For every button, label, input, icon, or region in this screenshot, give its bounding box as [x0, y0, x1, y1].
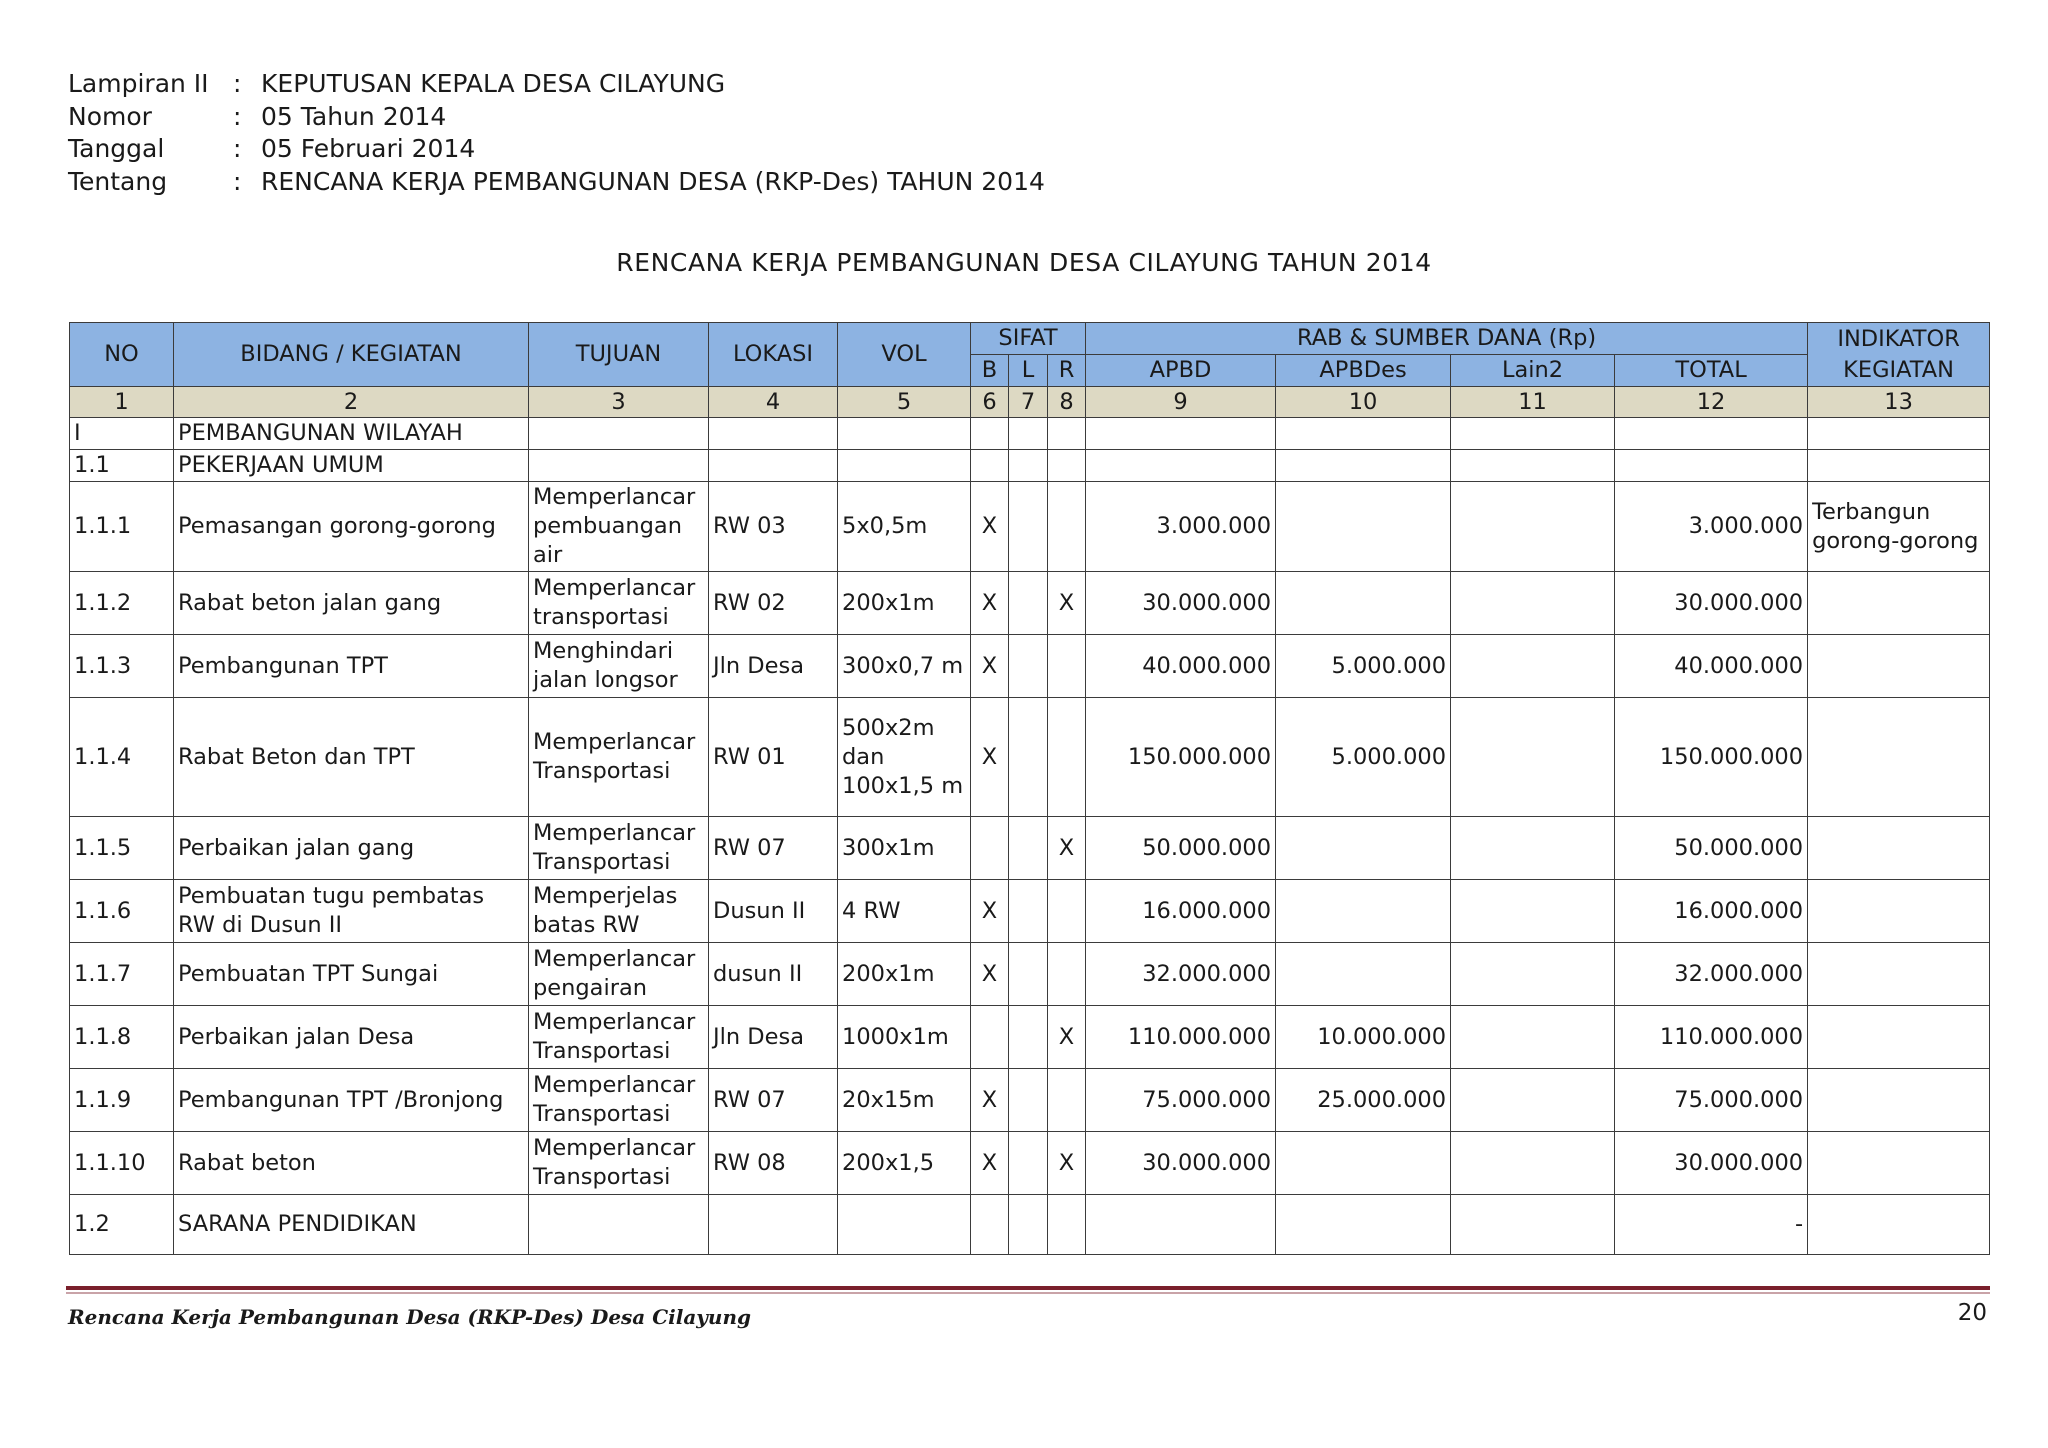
row-total: 32.000.000 [1615, 943, 1808, 1006]
row-sifat-b: X [971, 698, 1009, 817]
row-kegiatan: Pembangunan TPT [174, 635, 529, 698]
row-lokasi: dusun II [709, 943, 838, 1006]
row-no: 1.1.4 [70, 698, 174, 817]
header-row-tanggal [68, 133, 1045, 166]
rkp-table [69, 322, 1990, 1255]
row-sifat-b: X [971, 572, 1009, 635]
row-kegiatan: Rabat beton jalan gang [174, 572, 529, 635]
row-apbdes [1276, 1132, 1451, 1195]
table-row [70, 817, 1990, 880]
header-key: Tentang [68, 166, 168, 196]
table-row [70, 572, 1990, 635]
column-number: 10 [1276, 387, 1451, 418]
row-vol: 4 RW [838, 880, 971, 943]
row-no: 1.1.9 [70, 1069, 174, 1132]
column-number: 2 [174, 387, 529, 418]
row-vol: 20x15m [838, 1069, 971, 1132]
column-number-row [70, 387, 1990, 418]
empty-cell [1048, 418, 1086, 450]
col-header-lain2: Lain2 [1451, 355, 1615, 387]
row-total: 40.000.000 [1615, 635, 1808, 698]
section-no: 1.2 [70, 1195, 174, 1255]
empty-cell [709, 450, 838, 482]
row-lain2 [1451, 1132, 1615, 1195]
col-header-sifat: SIFAT [971, 323, 1086, 355]
col-header-tujuan: TUJUAN [529, 323, 709, 387]
empty-cell [529, 418, 709, 450]
row-lain2 [1451, 482, 1615, 572]
row-indikator [1808, 635, 1990, 698]
row-indikator [1808, 1132, 1990, 1195]
empty-cell [1451, 1195, 1615, 1255]
row-lokasi: RW 07 [709, 817, 838, 880]
column-number: 6 [971, 387, 1009, 418]
row-vol: 300x0,7 m [838, 635, 971, 698]
row-apbd: 32.000.000 [1086, 943, 1276, 1006]
row-sifat-b [971, 1006, 1009, 1069]
column-number: 4 [709, 387, 838, 418]
footer-rule [66, 1286, 1990, 1290]
row-total: 3.000.000 [1615, 482, 1808, 572]
header-colon: : [233, 101, 242, 131]
header-value: 05 Tahun 2014 [261, 101, 447, 131]
section-row [70, 418, 1990, 450]
row-lain2 [1451, 943, 1615, 1006]
table-row [70, 943, 1990, 1006]
row-lokasi: RW 01 [709, 698, 838, 817]
column-number: 9 [1086, 387, 1276, 418]
row-total: 30.000.000 [1615, 572, 1808, 635]
row-kegiatan: Perbaikan jalan Desa [174, 1006, 529, 1069]
row-sifat-l [1009, 943, 1048, 1006]
row-sifat-r: X [1048, 1132, 1086, 1195]
row-sifat-r [1048, 880, 1086, 943]
row-total: 16.000.000 [1615, 880, 1808, 943]
table-row [70, 698, 1990, 817]
empty-cell [1615, 418, 1808, 450]
row-indikator [1808, 943, 1990, 1006]
row-sifat-l [1009, 1069, 1048, 1132]
section-total: - [1615, 1195, 1808, 1255]
column-number: 13 [1808, 387, 1990, 418]
header-key: Nomor [68, 101, 152, 131]
row-apbd: 30.000.000 [1086, 1132, 1276, 1195]
row-apbd: 75.000.000 [1086, 1069, 1276, 1132]
row-kegiatan: Pembuatan tugu pembatas RW di Dusun II [174, 880, 529, 943]
empty-cell [1086, 1195, 1276, 1255]
row-sifat-b: X [971, 1069, 1009, 1132]
row-apbd: 50.000.000 [1086, 817, 1276, 880]
empty-cell [1808, 1195, 1990, 1255]
row-tujuan: Memperlancar Transportasi [529, 1006, 709, 1069]
row-tujuan: Memperjelas batas RW [529, 880, 709, 943]
row-apbdes [1276, 880, 1451, 943]
table-row [70, 482, 1990, 572]
column-number: 1 [70, 387, 174, 418]
row-vol: 1000x1m [838, 1006, 971, 1069]
empty-cell [1451, 418, 1615, 450]
empty-cell [1451, 450, 1615, 482]
header-colon: : [233, 134, 242, 163]
activity-rows [70, 482, 1990, 1195]
row-lokasi: Jln Desa [709, 635, 838, 698]
row-lokasi: RW 08 [709, 1132, 838, 1195]
row-tujuan: Memperlancar pembuangan air [529, 482, 709, 572]
row-sifat-r [1048, 635, 1086, 698]
row-no: 1.1.6 [70, 880, 174, 943]
header-key: Lampiran II [68, 69, 209, 98]
row-apbd: 40.000.000 [1086, 635, 1276, 698]
row-tujuan: Menghindari jalan longsor [529, 635, 709, 698]
empty-cell [1048, 1195, 1086, 1255]
header-row-tentang [68, 166, 1045, 199]
row-apbdes: 10.000.000 [1276, 1006, 1451, 1069]
row-sifat-l [1009, 482, 1048, 572]
row-lokasi: Jln Desa [709, 1006, 838, 1069]
row-lokasi: RW 07 [709, 1069, 838, 1132]
row-total: 30.000.000 [1615, 1132, 1808, 1195]
row-sifat-b: X [971, 880, 1009, 943]
row-lain2 [1451, 572, 1615, 635]
empty-cell [529, 1195, 709, 1255]
empty-cell [838, 1195, 971, 1255]
row-sifat-r: X [1048, 817, 1086, 880]
column-number: 7 [1009, 387, 1048, 418]
column-number: 5 [838, 387, 971, 418]
empty-cell [971, 418, 1009, 450]
row-lain2 [1451, 817, 1615, 880]
col-header-total: TOTAL [1615, 355, 1808, 387]
empty-cell [1808, 418, 1990, 450]
row-sifat-l [1009, 635, 1048, 698]
empty-cell [709, 418, 838, 450]
row-tujuan: Memperlancar pengairan [529, 943, 709, 1006]
row-indikator [1808, 817, 1990, 880]
row-lain2 [1451, 1069, 1615, 1132]
empty-cell [971, 1195, 1009, 1255]
col-header-r: R [1048, 355, 1086, 387]
row-no: 1.1.7 [70, 943, 174, 1006]
row-apbdes: 5.000.000 [1276, 698, 1451, 817]
empty-cell [1009, 450, 1048, 482]
row-sifat-r [1048, 943, 1086, 1006]
empty-cell [709, 1195, 838, 1255]
row-sifat-l [1009, 880, 1048, 943]
row-sifat-b: X [971, 482, 1009, 572]
row-kegiatan: Pemasangan gorong-gorong [174, 482, 529, 572]
row-sifat-b: X [971, 943, 1009, 1006]
row-tujuan: Memperlancar transportasi [529, 572, 709, 635]
row-lokasi: RW 03 [709, 482, 838, 572]
col-header-apbd: APBD [1086, 355, 1276, 387]
column-number: 12 [1615, 387, 1808, 418]
row-lokasi: Dusun II [709, 880, 838, 943]
row-no: 1.1.8 [70, 1006, 174, 1069]
row-vol: 200x1,5 [838, 1132, 971, 1195]
row-vol: 200x1m [838, 943, 971, 1006]
row-apbd: 3.000.000 [1086, 482, 1276, 572]
table-row [70, 635, 1990, 698]
row-apbd: 110.000.000 [1086, 1006, 1276, 1069]
empty-cell [1808, 450, 1990, 482]
section-row [70, 1195, 1990, 1255]
footer-title: Rencana Kerja Pembangunan Desa (RKP-Des) Desa Cilayung [68, 1305, 751, 1329]
row-lokasi: RW 02 [709, 572, 838, 635]
row-sifat-r [1048, 698, 1086, 817]
col-header-vol: VOL [838, 323, 971, 387]
row-lain2 [1451, 635, 1615, 698]
empty-cell [1276, 450, 1451, 482]
col-header-indikator: INDIKATOR KEGIATAN [1808, 323, 1990, 387]
row-sifat-r [1048, 482, 1086, 572]
row-no: 1.1.2 [70, 572, 174, 635]
row-sifat-b: X [971, 1132, 1009, 1195]
table-row [70, 1006, 1990, 1069]
row-sifat-b [971, 817, 1009, 880]
row-apbd: 150.000.000 [1086, 698, 1276, 817]
row-indikator [1808, 1069, 1990, 1132]
row-apbd: 16.000.000 [1086, 880, 1276, 943]
column-number: 11 [1451, 387, 1615, 418]
row-tujuan: Memperlancar Transportasi [529, 817, 709, 880]
col-header-b: B [971, 355, 1009, 387]
header-row-nomor [68, 101, 1045, 134]
row-sifat-l [1009, 698, 1048, 817]
section-name: SARANA PENDIDIKAN [174, 1195, 529, 1255]
empty-cell [529, 450, 709, 482]
empty-cell [1086, 450, 1276, 482]
header-value: RENCANA KERJA PEMBANGUNAN DESA (RKP-Des) TAHUN 2014 [261, 166, 1045, 196]
empty-cell [971, 450, 1009, 482]
row-total: 75.000.000 [1615, 1069, 1808, 1132]
row-sifat-r: X [1048, 1006, 1086, 1069]
row-indikator [1808, 698, 1990, 817]
row-apbdes: 25.000.000 [1276, 1069, 1451, 1132]
row-total: 110.000.000 [1615, 1006, 1808, 1069]
row-lain2 [1451, 1006, 1615, 1069]
row-total: 50.000.000 [1615, 817, 1808, 880]
column-number: 8 [1048, 387, 1086, 418]
row-apbdes [1276, 817, 1451, 880]
header-colon: : [233, 166, 242, 196]
row-sifat-r [1048, 1069, 1086, 1132]
col-header-l: L [1009, 355, 1048, 387]
section-no: I [70, 418, 174, 450]
row-kegiatan: Pembangunan TPT /Bronjong [174, 1069, 529, 1132]
row-sifat-r: X [1048, 572, 1086, 635]
row-sifat-l [1009, 572, 1048, 635]
row-indikator [1808, 572, 1990, 635]
row-lain2 [1451, 698, 1615, 817]
row-vol: 500x2m dan 100x1,5 m [838, 698, 971, 817]
header-value: 05 Februari 2014 [261, 134, 476, 163]
section-row [70, 450, 1990, 482]
col-header-bidang: BIDANG / KEGIATAN [174, 323, 529, 387]
row-apbd: 30.000.000 [1086, 572, 1276, 635]
empty-cell [1086, 418, 1276, 450]
header-colon: : [233, 69, 242, 98]
row-vol: 200x1m [838, 572, 971, 635]
row-apbdes [1276, 572, 1451, 635]
empty-cell [1009, 1195, 1048, 1255]
empty-cell [1048, 450, 1086, 482]
row-no: 1.1.1 [70, 482, 174, 572]
table-row [70, 1132, 1990, 1195]
row-tujuan: Memperlancar Transportasi [529, 1132, 709, 1195]
empty-cell [1276, 1195, 1451, 1255]
row-tujuan: Memperlancar Transportasi [529, 1069, 709, 1132]
empty-cell [1615, 450, 1808, 482]
row-no: 1.1.5 [70, 817, 174, 880]
row-vol: 300x1m [838, 817, 971, 880]
section-name: PEKERJAAN UMUM [174, 450, 529, 482]
header-key: Tanggal [68, 134, 165, 163]
row-indikator: Terbangun gorong-gorong [1808, 482, 1990, 572]
header-value: KEPUTUSAN KEPALA DESA CILAYUNG [261, 69, 726, 98]
col-header-lokasi: LOKASI [709, 323, 838, 387]
row-kegiatan: Pembuatan TPT Sungai [174, 943, 529, 1006]
row-lain2 [1451, 880, 1615, 943]
section-name: PEMBANGUNAN WILAYAH [174, 418, 529, 450]
column-number: 3 [529, 387, 709, 418]
row-total: 150.000.000 [1615, 698, 1808, 817]
section-no: 1.1 [70, 450, 174, 482]
table-row [70, 880, 1990, 943]
document-title: RENCANA KERJA PEMBANGUNAN DESA CILAYUNG TAHUN 2014 [616, 248, 1432, 277]
empty-cell [1276, 418, 1451, 450]
header-row-1 [70, 323, 1990, 355]
col-header-no: NO [70, 323, 174, 387]
empty-cell [838, 418, 971, 450]
row-kegiatan: Perbaikan jalan gang [174, 817, 529, 880]
row-indikator [1808, 880, 1990, 943]
row-indikator [1808, 1006, 1990, 1069]
row-kegiatan: Rabat beton [174, 1132, 529, 1195]
table-row [70, 1069, 1990, 1132]
document-header [68, 68, 1045, 198]
row-tujuan: Memperlancar Transportasi [529, 698, 709, 817]
row-sifat-l [1009, 817, 1048, 880]
row-sifat-l [1009, 1006, 1048, 1069]
row-apbdes [1276, 943, 1451, 1006]
col-header-apbdes: APBDes [1276, 355, 1451, 387]
col-header-rab: RAB & SUMBER DANA (Rp) [1086, 323, 1808, 355]
row-no: 1.1.10 [70, 1132, 174, 1195]
row-apbdes [1276, 482, 1451, 572]
footer-rule-thin [66, 1292, 1990, 1294]
header-row-lampiran [68, 68, 1045, 101]
empty-cell [838, 450, 971, 482]
row-vol: 5x0,5m [838, 482, 971, 572]
row-apbdes: 5.000.000 [1276, 635, 1451, 698]
row-sifat-l [1009, 1132, 1048, 1195]
empty-cell [1009, 418, 1048, 450]
row-sifat-b: X [971, 635, 1009, 698]
row-kegiatan: Rabat Beton dan TPT [174, 698, 529, 817]
row-no: 1.1.3 [70, 635, 174, 698]
page-number: 20 [1957, 1300, 1987, 1326]
